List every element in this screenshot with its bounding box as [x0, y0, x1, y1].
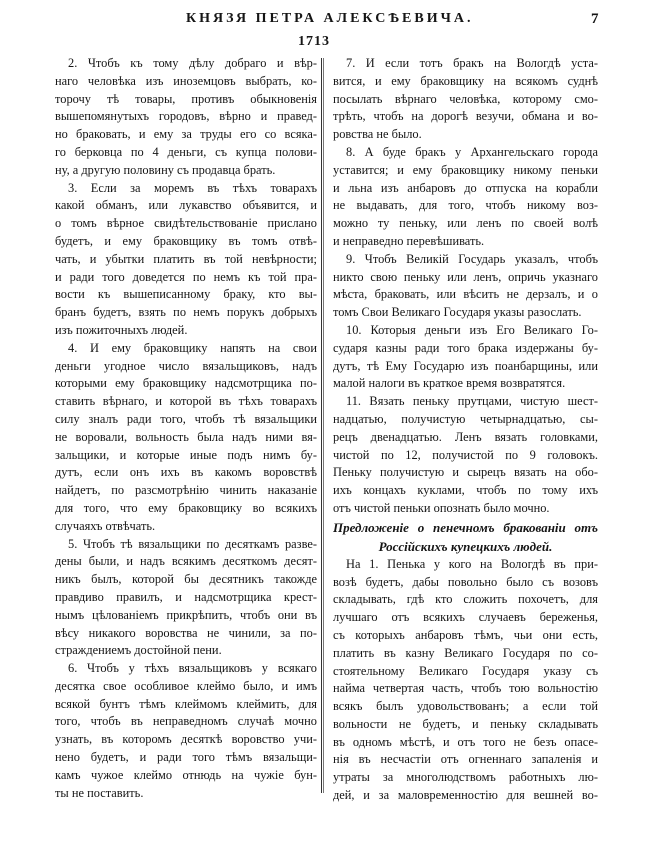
text-line: надцатью, получистую четырнадцатью, сы- — [333, 411, 598, 426]
page-number: 7 — [591, 11, 599, 27]
text-line: не воровали, вольность была надъ ними вя- — [55, 429, 317, 444]
text-line: дей, и за маловременностію для вешней во- — [333, 788, 598, 803]
text-line: лучшаго отъ всякихъ случаевъ береженья, — [333, 610, 598, 625]
text-line: деньги угодное число вязальщиковъ, надъ — [55, 358, 317, 373]
text-line: будетъ, и ему браковщику въ томъ отвѣ- — [55, 233, 317, 248]
text-line: наго человѣка изъ иноземцовъ выбрать, ко- — [55, 73, 317, 88]
text-line: трѣть, чтобъ на дорогѣ везучи, обмана и во- — [333, 109, 598, 124]
text-line: о томъ вѣрное свидѣтельствованіе прислано — [55, 216, 317, 231]
text-line: чать, и убытки платить въ той невѣрности; — [55, 251, 317, 266]
paragraph — [333, 251, 598, 322]
text-line: ну, а другую половину съ продавца брать. — [55, 162, 276, 177]
running-title: КНЯЗЯ ПЕТРА АЛЕКСѢЕВИЧА. — [186, 11, 474, 26]
text-line: го берковца по 4 деньги, съ купца полови- — [55, 144, 317, 159]
text-line: случаяхъ отвѣчать. — [55, 518, 156, 533]
text-line: чистой по 12, получистой по 9 головокъ. — [333, 447, 598, 462]
text-line: можно ту пеньку, или ленъ по своей волѣ — [333, 216, 598, 231]
text-line: вости къ вышеписанному браку, кто вы- — [55, 287, 317, 302]
text-line: ровства не было. — [333, 127, 422, 142]
text-line: которыми ему браковщику надсмотрщика по- — [55, 376, 317, 391]
text-line: нія въ несчастіи отъ огненнаго запаленія и — [333, 752, 598, 767]
paragraph — [333, 322, 598, 393]
text-line: На 1. Пенька у кого на Вологдѣ въ при- — [346, 556, 598, 571]
text-line: 10. Которыя деньги изъ Его Великаго Го- — [346, 322, 598, 337]
text-line: но браковать, и ему за труды его со всяка- — [55, 127, 317, 142]
text-line: всякой бунтъ тѣмъ клеймомъ клеймить, для — [55, 696, 317, 711]
text-line: утраты за многолюдствомъ работныхъ лю- — [333, 770, 598, 785]
text-line: узнать, въ которомъ десяткѣ воровство учи- — [55, 732, 317, 747]
left-column — [55, 55, 317, 802]
text-line: того, чтобъ въ неправедномъ случаѣ мочно — [55, 714, 317, 729]
text-line: камъ чужое клеймо отнюдь на чужіе бун- — [55, 767, 317, 782]
paragraph — [55, 55, 317, 180]
text-line: никто свою пеньку или ленъ, опричь указнаго — [333, 269, 598, 284]
text-line: бранъ будетъ, взять по немъ порукъ добрыхъ — [55, 305, 317, 320]
text-line: отъ чистой пеньки опознать было мочно. — [333, 500, 550, 515]
text-line: страждениемъ достойной пени. — [55, 643, 222, 658]
text-line: вышепомянутыхъ городовъ, вѣрно и правед- — [55, 109, 317, 124]
running-head — [0, 11, 650, 31]
text-line: для того, что ему браковщику во всякихъ — [55, 500, 317, 515]
text-line: и неправедно перевѣшивать. — [333, 233, 485, 248]
text-line: 2. Чтобъ къ тому дѣлу добраго и вѣр- — [68, 56, 317, 70]
text-line: 3. Если за моремъ въ тѣхъ товарахъ — [68, 180, 317, 195]
text-line: и льна изъ анбаровъ до отпуска на корабли — [333, 180, 598, 195]
text-line: складывать, гдѣ кто сложить похочетъ, для — [333, 592, 598, 607]
text-line: рецъ двенадцатью. Ленъ вязать головками, — [333, 429, 598, 444]
text-line: вѣсу никакого воровства не чинили, за по- — [55, 625, 317, 640]
text-line: найдетъ, по разсмотрѣнію чинить наказаніе — [55, 483, 317, 498]
text-line: торочу тѣ товары, противъ обыкновенія — [55, 91, 317, 106]
text-line: 9. Чтобъ Великій Государь указалъ, чтобъ — [346, 251, 598, 266]
text-line: изъ пожиточныхъ людей. — [55, 322, 188, 337]
text-line: стоятельному Великаго Государя указу съ — [333, 663, 598, 678]
text-line: какой обманъ, или лукавство объявится, и — [55, 198, 317, 213]
text-line: уставится; и ему браковщику никому пеньки — [333, 162, 598, 177]
text-line: вится, и ему браковщику на всякомъ суднѣ — [333, 73, 598, 88]
text-line: томъ Свои Великаго Государя указы разослать. — [333, 305, 582, 320]
text-line: 5. Чтобъ тѣ вязальщики по десяткамъ разве- — [68, 536, 317, 551]
text-line: возѣ будетъ, дабы повольно было съ возовъ — [333, 574, 598, 589]
text-line: въ одномъ мѣстѣ, и отъ того не безъ опасе- — [333, 734, 598, 749]
year-heading: 1713 — [298, 34, 330, 49]
text-line: посылать вѣрнаго человѣка, которому смо- — [333, 91, 598, 106]
paragraph — [333, 393, 598, 518]
text-line: Россійскихъ купецкихъ людей. — [378, 538, 553, 554]
text-line: не выдавать, для того, чтобъ никому воз- — [333, 198, 598, 213]
paragraph — [55, 536, 317, 661]
text-line: правдиво правилъ, и надсмотрщика крест- — [55, 589, 317, 604]
text-line: ты не поставить. — [55, 785, 144, 800]
text-line: найма четвертая часть, чтобъ тою вольностію — [333, 681, 598, 696]
text-line: нено будетъ, и ради того тѣмъ вязальщи- — [55, 750, 317, 765]
section-heading — [333, 518, 598, 556]
text-line: десятка свое особливое клеймо было, и имъ — [55, 678, 317, 693]
text-line: дены были, и надъ всякимъ десяткомъ десят- — [55, 554, 317, 569]
text-line: Предложеніе о пенечномъ бракованіи отъ — [333, 519, 598, 535]
text-line: ставить вѣрнаго, и которой въ тѣхъ товарахъ — [55, 394, 317, 409]
paragraph — [55, 660, 317, 802]
text-line: и ради того доведется по немъ къ той пра- — [55, 269, 317, 284]
right-column — [333, 55, 598, 805]
text-line: зальщики, и которые иные подъ нимъ бу- — [55, 447, 317, 462]
text-line: малой налоги въ краткое время возвратятся. — [333, 376, 566, 391]
text-line: дутъ, если онъ ихъ въ какомъ воровствѣ — [55, 465, 317, 480]
paragraph — [55, 180, 317, 340]
text-line: силу зналъ ради того, чтобъ тѣ вязальщики — [55, 411, 317, 426]
paragraph — [333, 55, 598, 144]
text-line: нымъ цѣлованіемъ прикрѣпить, чтобъ они въ — [55, 607, 317, 622]
text-line: съ которыхъ анбаровъ тѣмъ, чьи они есть, — [333, 627, 598, 642]
text-line: 4. И ему браковщику напять на свои — [68, 340, 317, 355]
text-line: дутъ, тѣ Ему Государю изъ поанбарщины, или — [333, 358, 598, 373]
text-line: ихъ концахъ куклами, чтобъ по тому ихъ — [333, 483, 598, 498]
paragraph — [333, 144, 598, 251]
paragraph — [333, 556, 598, 805]
text-line: вольности не будетъ, и пеньку складывать — [333, 716, 598, 731]
text-line: всякъ былъ удовольствованъ; а если той — [333, 699, 598, 714]
text-line: сударя казны ради того брака издержаны бу- — [333, 340, 598, 355]
text-line: 6. Чтобъ у тѣхъ вязальщиковъ у всякаго — [68, 661, 317, 676]
text-line: 11. Вязать пеньку прутцами, чистую шест- — [346, 394, 598, 409]
column-divider-inner — [323, 58, 324, 793]
paragraph — [55, 340, 317, 536]
text-line: платить въ казну Великаго Государя по со- — [333, 645, 598, 660]
text-line: никъ былъ, которой бы десятникъ такожде — [55, 572, 317, 587]
text-line: 7. И если тотъ бракъ на Вологдѣ уста- — [346, 56, 598, 70]
text-line: 8. А буде бракъ у Архангельскаго города — [346, 144, 598, 159]
text-line: Пеньку получистую и сырецъ вязать на обо- — [333, 465, 598, 480]
text-line: мѣста, браковать, или вѣсить не дерзалъ, и о — [333, 287, 598, 302]
